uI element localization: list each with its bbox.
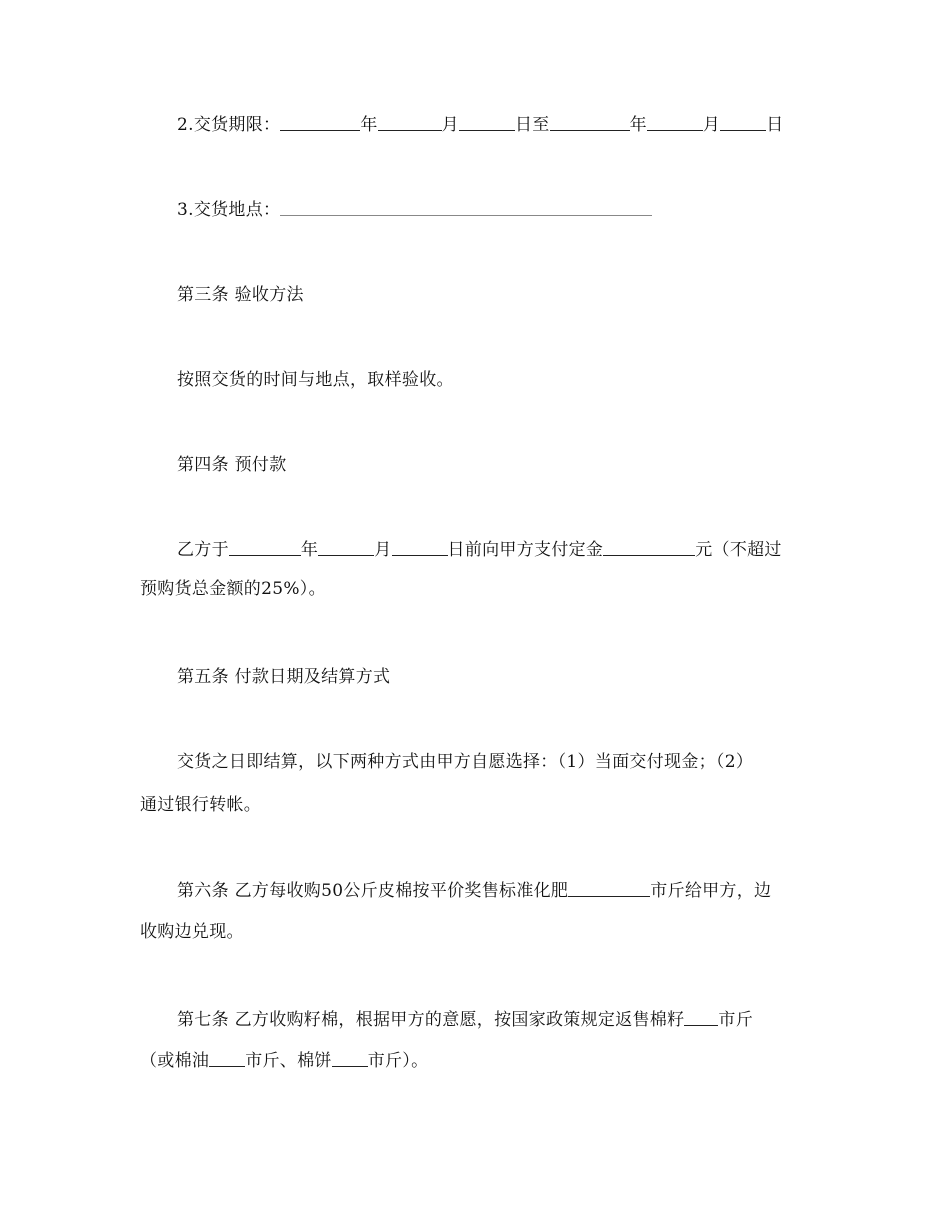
article-7-text-d: 市斤、棉饼 xyxy=(245,1051,332,1071)
unit-year: 年 xyxy=(300,540,319,560)
blank-year-to xyxy=(550,114,630,131)
blank-cotton-oil-amount xyxy=(209,1050,245,1067)
article-4-text-a: 乙方于 xyxy=(177,540,229,560)
blank-fertilizer-amount xyxy=(568,880,650,897)
blank-day-to xyxy=(720,114,766,131)
article-5-heading: 第五条 付款日期及结算方式 xyxy=(177,667,391,687)
blank-year-from xyxy=(280,114,360,131)
blank-deposit-year xyxy=(229,539,301,556)
article-7-text-a: 第七条 乙方收购籽棉，根据甲方的意愿，按国家政策规定返售棉籽 xyxy=(177,1010,685,1030)
article-3-body: 按照交货的时间与地点，取样验收。 xyxy=(177,370,454,390)
article-4-text-c: 元（不超过 xyxy=(695,540,782,560)
blank-cottonseed-amount xyxy=(684,1009,718,1026)
article-6-text-b: 市斤给甲方，边 xyxy=(650,881,772,901)
article-7-text-c: （或棉油 xyxy=(140,1051,210,1071)
blank-cotton-cake-amount xyxy=(332,1050,368,1067)
delivery-place-line xyxy=(177,199,652,221)
blank-month-from xyxy=(378,114,442,131)
article-6-text-a: 第六条 乙方每收购50公斤皮棉按平价奖售标准化肥 xyxy=(177,881,569,901)
unit-day-to: 日至 xyxy=(514,115,550,135)
article-5-line-1: 交货之日即结算，以下两种方式由甲方自愿选择：（1）当面交付现金；（2） xyxy=(177,752,754,772)
article-7-line-1 xyxy=(177,1009,753,1031)
article-4-line-1 xyxy=(177,539,782,561)
article-4-line-2: 预购货总金额的25%）。 xyxy=(140,579,326,599)
article-5-line-2: 通过银行转帐。 xyxy=(140,795,262,815)
article-7-text-b: 市斤 xyxy=(718,1010,754,1030)
delivery-period-label: 2.交货期限： xyxy=(177,115,281,135)
unit-year-to: 年 xyxy=(629,115,647,135)
article-7-line-2 xyxy=(140,1050,428,1072)
blank-deposit-amount xyxy=(603,539,695,556)
blank-delivery-place xyxy=(280,199,652,216)
article-6-line-2: 收购边兑现。 xyxy=(140,922,244,942)
unit-month: 月 xyxy=(374,540,392,560)
blank-month-to xyxy=(647,114,703,131)
delivery-place-label: 3.交货地点： xyxy=(177,200,281,220)
article-6-line-1 xyxy=(177,880,771,902)
blank-day-from xyxy=(459,114,515,131)
article-4-text-b: 日前向甲方支付定金 xyxy=(447,540,604,560)
article-7-text-e: 市斤）。 xyxy=(367,1051,429,1071)
article-4-heading: 第四条 预付款 xyxy=(177,455,287,475)
article-3-heading: 第三条 验收方法 xyxy=(177,285,304,305)
unit-year: 年 xyxy=(360,115,378,135)
delivery-period-line xyxy=(177,114,784,136)
blank-deposit-day xyxy=(392,539,448,556)
unit-day: 日 xyxy=(766,115,784,135)
unit-month: 月 xyxy=(441,115,459,135)
blank-deposit-month xyxy=(318,539,374,556)
unit-month-to: 月 xyxy=(702,115,721,135)
